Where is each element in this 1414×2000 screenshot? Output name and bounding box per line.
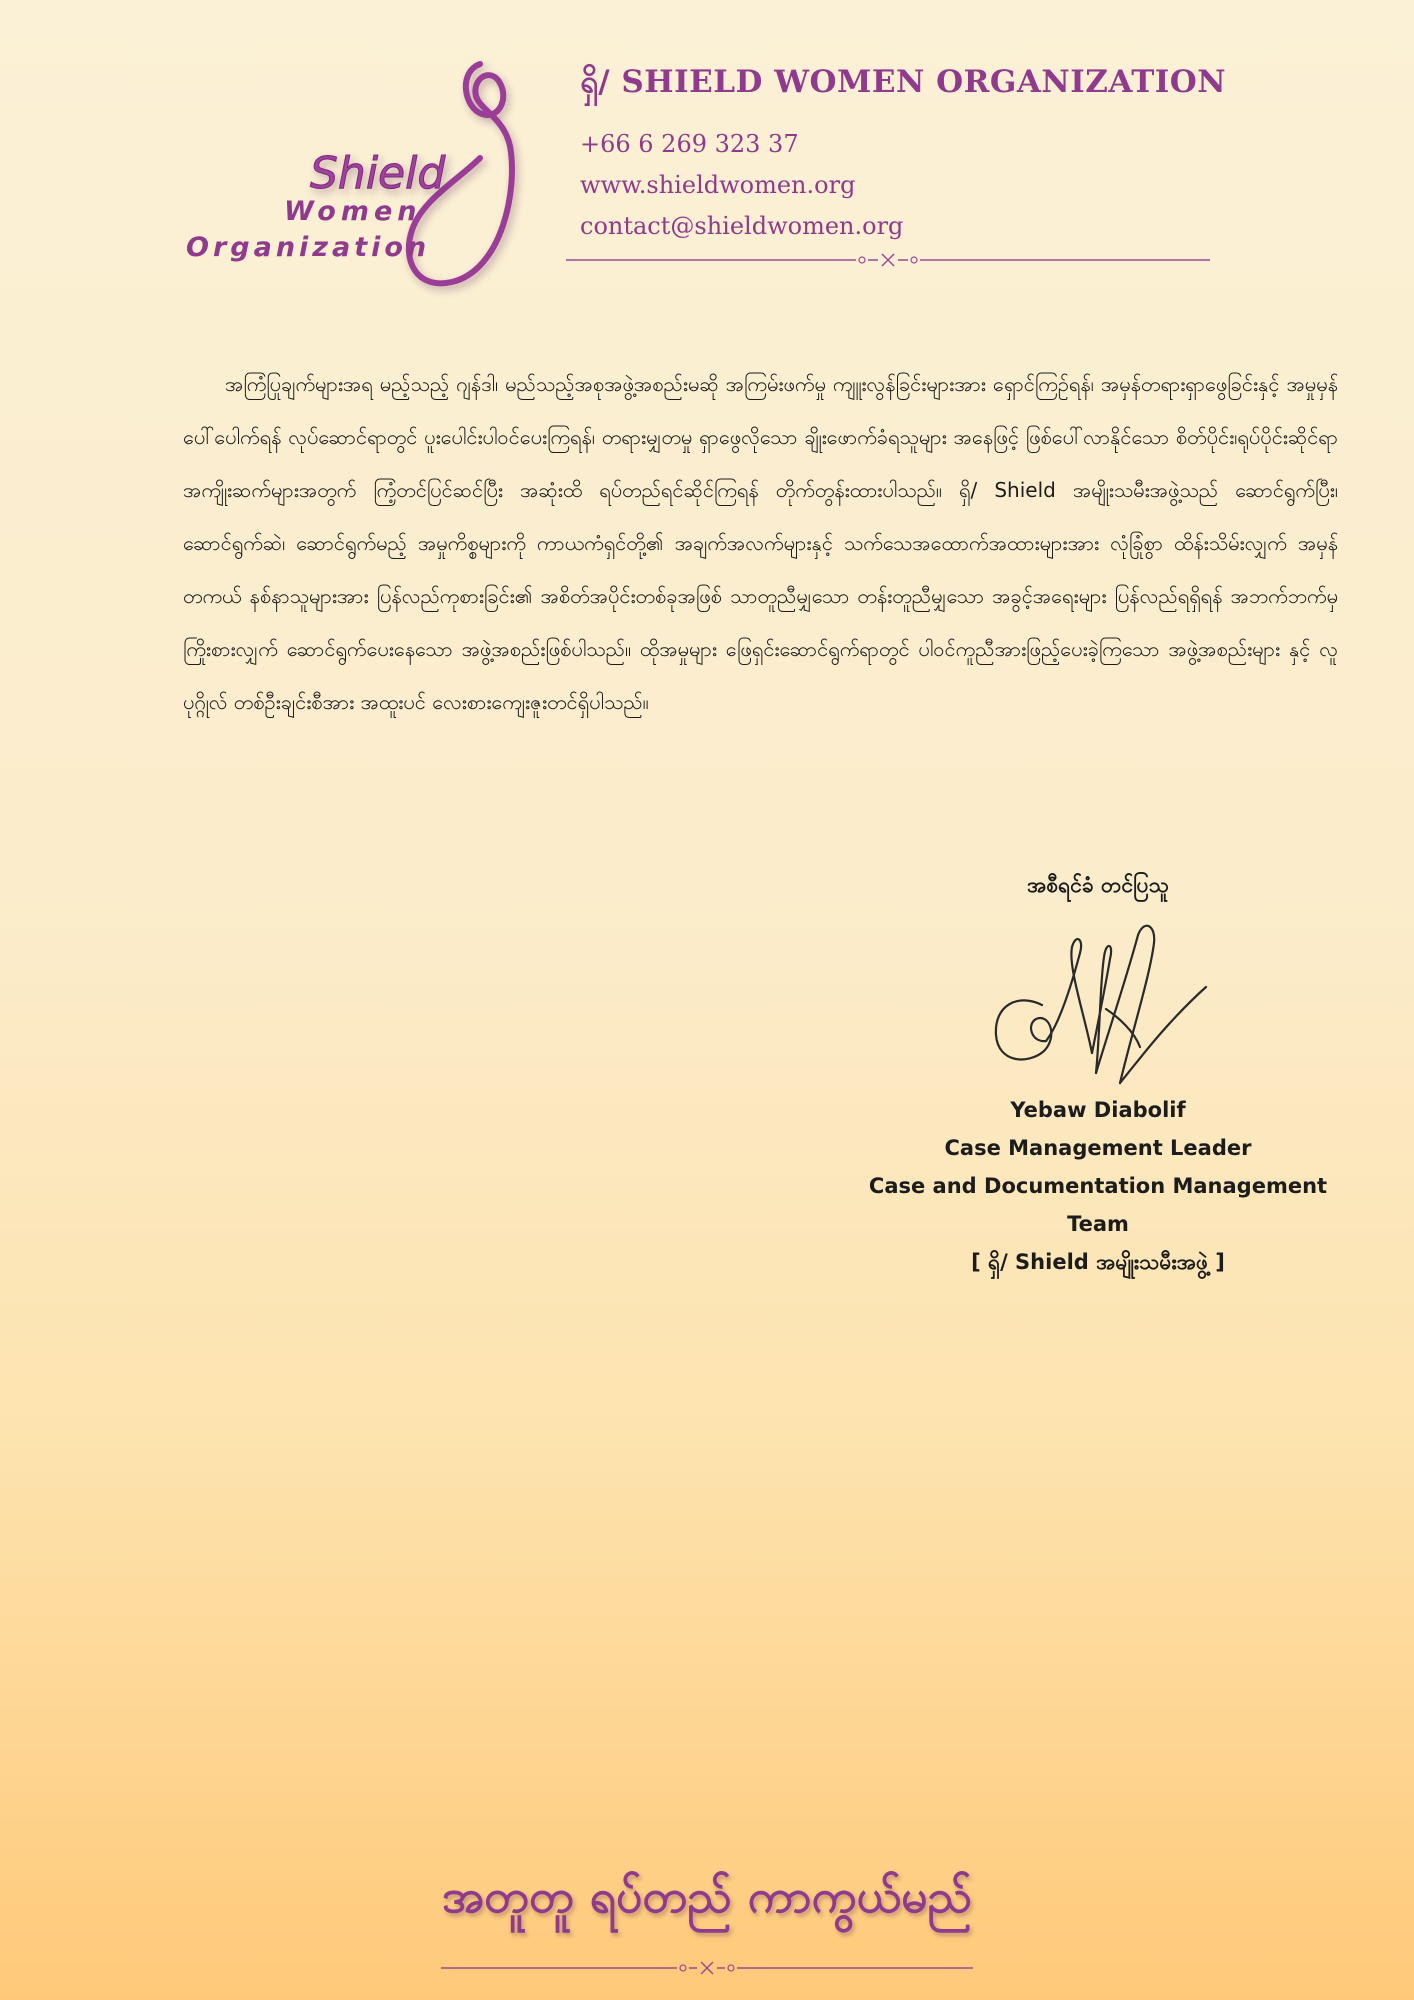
signer-name: Yebaw Diabolif <box>1010 1098 1186 1122</box>
organization-name: ရှိ/ SHIELD WOMEN ORGANIZATION <box>580 64 1227 100</box>
signer-team: Case and Documentation Management Team <box>868 1174 1328 1236</box>
handwritten-signature <box>988 913 1208 1089</box>
signature-block <box>840 872 1356 1281</box>
reporter-title: အစီရင်ခံ တင်ပြသူ <box>1027 873 1169 897</box>
logo-women-text: Women <box>284 196 422 227</box>
email-link[interactable]: contact@shieldwomen.org <box>580 212 904 240</box>
letter-body: အကြံပြုချက်များအရ မည့်သည့် ဂျန်ဒါ၊ မည်သည့်အစုအဖွဲ့အစည်းမဆို အကြမ်းဖက်မှု ကျူးလွန်ခြင်းများအား ရှောင်ကြဉ်ရန်၊ အမှန်တရားရှာဖွေခြင်းနှင့် အမှုမှန်ပေါ်ပေါက်ရန် လုပ်ဆောင်ရာတွင် ပူးပေါင်းပါဝင်ပေးကြရန်၊ တရားမျှတမှု ရှာဖွေလိုသော ချိုးဖောက်ခံရသူများ အနေဖြင့် ဖြစ်ပေါ်လာနိုင်သော စိတ်ပိုင်း၊ရုပ်ပိုင်းဆိုင်ရာ အကျိုးဆက်များအတွက် ကြံ့တင်ပြင်ဆင်ပြီး အဆုံးထိ ရပ်တည်ရင်ဆိုင်ကြရန် တိုက်တွန်းထားပါသည်။ ရှိ/ Shield အမျိုးသမီးအဖွဲ့သည် ဆောင်ရွက်ပြီး၊ ဆောင်ရွက်ဆဲ၊ ဆောင်ရွက်မည့် အမှုကိစ္စများကို ကာယကံရှင်တို့၏ အချက်အလက်များနှင့် သက်သေအထောက်အထားများအား လုံခြုံစွာ ထိန်းသိမ်းလျှက် အမှန်တကယ် နစ်နာသူများအား ပြန်လည်ကုစားခြင်း၏ အစိတ်အပိုင်းတစ်ခုအဖြစ် သာတူညီမျှသော တန်းတူညီမျှသော အခွင့်အရေးများ ပြန်လည်ရရှိရန် အဘက်ဘက်မှ ကြိုးစားလျှက် ဆောင်ရွက်ပေးနေသော အဖွဲ့အစည်းဖြစ်ပါသည်။ ထိုအမှုများ ဖြေရှင်းဆောင်ရွက်ရာတွင် ပါဝင်ကူညီအားဖြည့်ပေးခဲ့ကြသော အဖွဲ့အစည်းများ နှင့် လူပုဂ္ဂိုလ် တစ်ဦးချင်းစီအား အထူးပင် လေးစားကျေးဇူးတင်ရှိပါသည်။ <box>183 372 1338 714</box>
organization-logo <box>180 50 540 310</box>
logo-emblem-icon <box>180 50 540 310</box>
signer-organization: [ ရှိ/ Shield အမျိုးသမီးအဖွဲ့ ] <box>971 1250 1225 1274</box>
letterhead-header <box>580 62 1226 247</box>
signer-role: Case Management Leader <box>944 1136 1252 1160</box>
header-divider <box>566 250 1210 270</box>
logo-organization-text: Organization <box>186 232 431 263</box>
phone-number: +66 6 269 323 37 <box>580 130 799 158</box>
website-link[interactable]: www.shieldwomen.org <box>580 171 856 199</box>
footer-slogan: အတူတူ ရပ်တည် ကာကွယ်မည် <box>441 1869 973 1923</box>
logo-brand-text: Shield <box>310 148 446 199</box>
footer-divider <box>441 1958 973 1978</box>
